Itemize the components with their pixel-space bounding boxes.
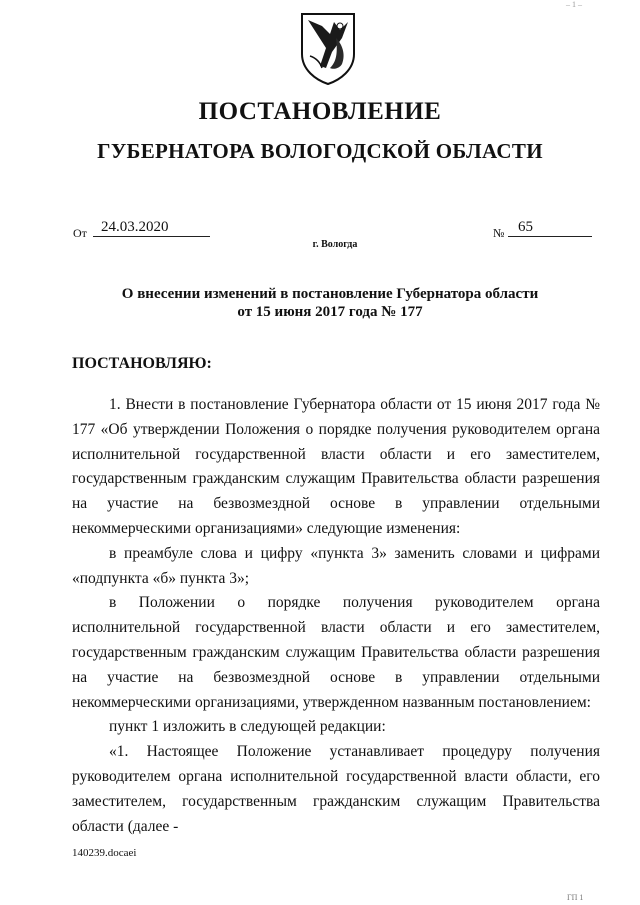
city-label: г. Вологда: [312, 239, 358, 250]
issuer-title: ГУБЕРНАТОРА ВОЛОГОДСКОЙ ОБЛАСТИ: [97, 139, 543, 163]
date-value: 24.03.2020: [93, 219, 210, 237]
document-type-title: ПОСТАНОВЛЕНИЕ: [198, 98, 442, 125]
subject-line-1: О внесении изменений в постановление Губернатора области: [121, 286, 539, 302]
paragraph: в преамбуле слова и цифру «пункта 3» заменить словами и цифрами «подпункта «б» пункта 3»;: [72, 544, 600, 587]
number-value: 65: [508, 219, 592, 237]
subject-line-2: от 15 июня 2017 года № 177: [237, 304, 423, 320]
coat-of-arms-icon: [296, 8, 360, 88]
paragraph: пункт 1 изложить в следующей редакции:: [109, 718, 386, 736]
file-name-footer: 140239.docaei: [72, 847, 137, 859]
paragraph: 1. Внести в постановление Губернатора области от 15 июня 2017 года № 177 «Об утверждении Положения о порядке получения руководителем органа исполнительной государственной власти области и его заместителем, государственным гражданским служащим Правительства области разрешения на участие на безвозмездной основе в управлении отдельными некоммерческими организациями» следующие изменения:: [72, 396, 600, 537]
number-label: №: [493, 226, 505, 240]
paragraph: в Положении о порядке получения руководителем органа исполнительной государственной власти области и его заместителем, государственным гражданским служащим Правительства области разрешения на участие на безвозмездной основе в управлении отдельными некоммерческими организациями, утвержденном названным постановлением:: [72, 594, 600, 711]
paragraph: «1. Настоящее Положение устанавливает процедуру получения руководителем органа исполнительной государственной власти области, его заместителем, государственным гражданским служащим Правительства области (далее -: [72, 743, 600, 835]
date-label: От: [73, 226, 87, 240]
page-mark: ГП 1: [567, 893, 584, 902]
decree-word: ПОСТАНОВЛЯЮ:: [72, 355, 212, 372]
corner-mark: – 1 –: [566, 0, 582, 9]
document-subject: [90, 285, 570, 321]
document-body: [72, 393, 600, 839]
